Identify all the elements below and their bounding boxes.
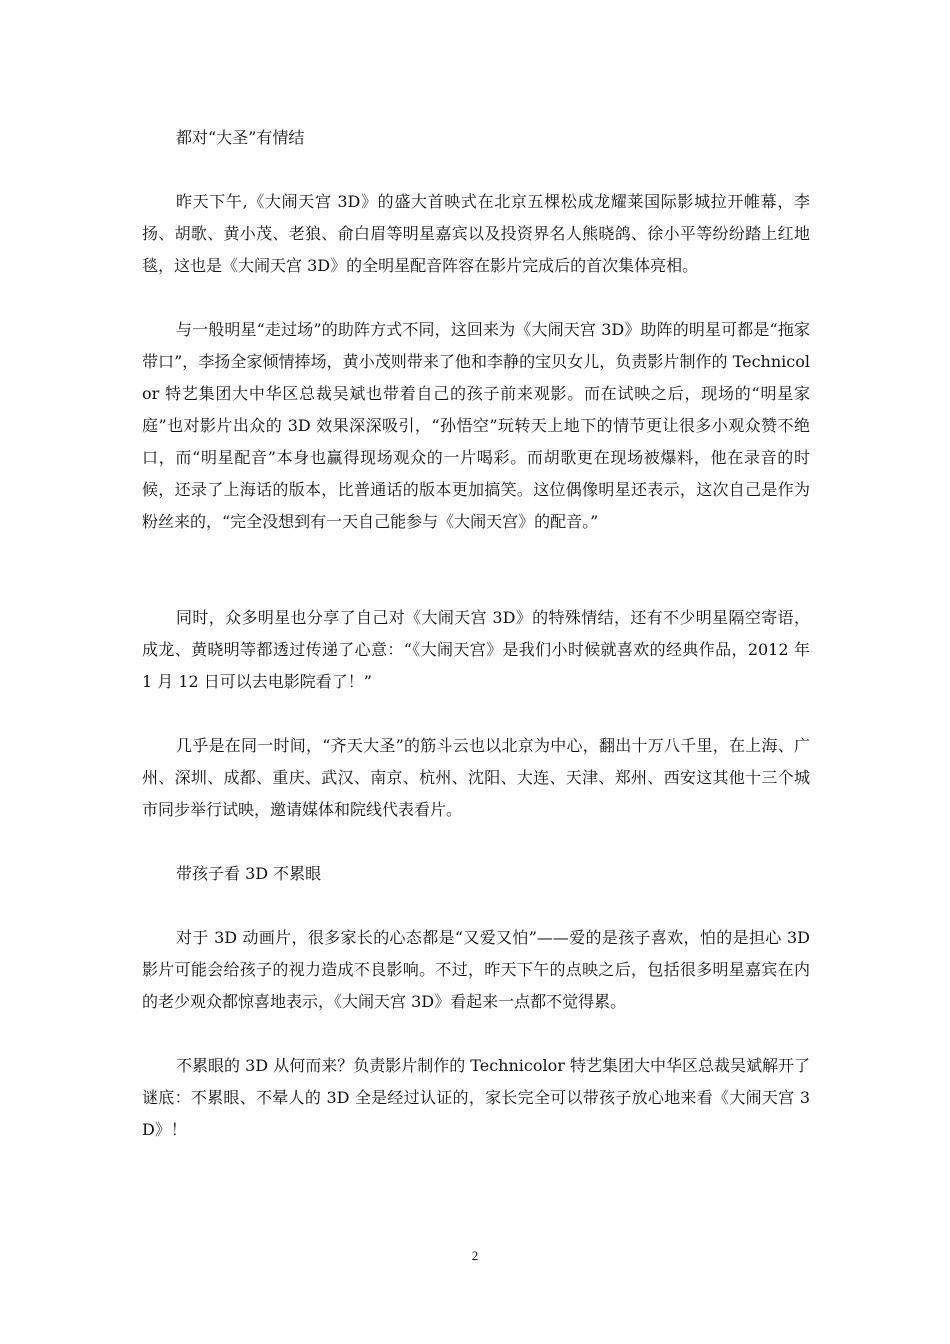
paragraph-3: 同时，众多明星也分享了自己对《大闹天宫 3D》的特殊情结，还有不少明星隔空寄语，成龙、黄晓明等都透过传递了心意：“《大闹天宫》是我们小时候就喜欢的经典作品，2012 年 1 月 12 日可以去电影院看了！” bbox=[142, 608, 810, 691]
paragraph-2: 与一般明星“走过场”的助阵方式不同，这回来为《大闹天宫 3D》助阵的明星可都是“拖家带口”，李扬全家倾情捧场，黄小茂则带来了他和李静的宝贝女儿，负责影片制作的 Technicolor 特艺集团大中华区总裁吴斌也带着自己的孩子前来观影。而在试映之后，现场的“明星家庭”也对影片出众的 3D 效果深深吸引，“孙悟空”玩转天上地下的情节更让很多小观众赞不绝口，而“明星配音”本身也赢得现场观众的一片喝彩。而胡歌更在现场被爆料，他在录音的时候，还录了上海话的版本，比普通话的版本更加搞笑。这位偶像明星还表示，这次自己是作为粉丝来的，“完全没想到有一天自己能参与《大闹天宫》的配音。” bbox=[142, 320, 810, 531]
page-number: 2 bbox=[471, 1248, 479, 1263]
paragraph-5: 对于 3D 动画片，很多家长的心态都是“又爱又怕”——爱的是孩子喜欢，怕的是担心 3D 影片可能会给孩子的视力造成不良影响。不过，昨天下午的点映之后，包括很多明星嘉宾在内的老少观众都惊喜地表示，《大闹天宫 3D》看起来一点都不觉得累。 bbox=[142, 928, 810, 1011]
section-heading-2: 带孩子看 3D 不累眼 bbox=[176, 864, 322, 883]
paragraph-4: 几乎是在同一时间，“齐天大圣”的筋斗云也以北京为中心，翻出十万八千里，在上海、广州、深圳、成都、重庆、武汉、南京、杭州、沈阳、大连、天津、郑州、西安这其他十三个城市同步举行试映，邀请媒体和院线代表看片。 bbox=[142, 736, 810, 819]
paragraph-1: 昨天下午,《大闹天宫 3D》的盛大首映式在北京五棵松成龙耀莱国际影城拉开帷幕，李扬、胡歌、黄小茂、老狼、俞白眉等明星嘉宾以及投资界名人熊晓鸽、徐小平等纷纷踏上红地毯，这也是《大闹天宫 3D》的全明星配音阵容在影片完成后的首次集体亮相。 bbox=[142, 192, 810, 275]
paragraph-6: 不累眼的 3D 从何而来？负责影片制作的 Technicolor 特艺集团大中华区总裁吴斌解开了谜底：不累眼、不晕人的 3D 全是经过认证的，家长完全可以带孩子放心地来看《大闹天宫 3D》！ bbox=[142, 1056, 810, 1139]
section-heading-1: 都对“大圣”有情结 bbox=[176, 128, 305, 147]
